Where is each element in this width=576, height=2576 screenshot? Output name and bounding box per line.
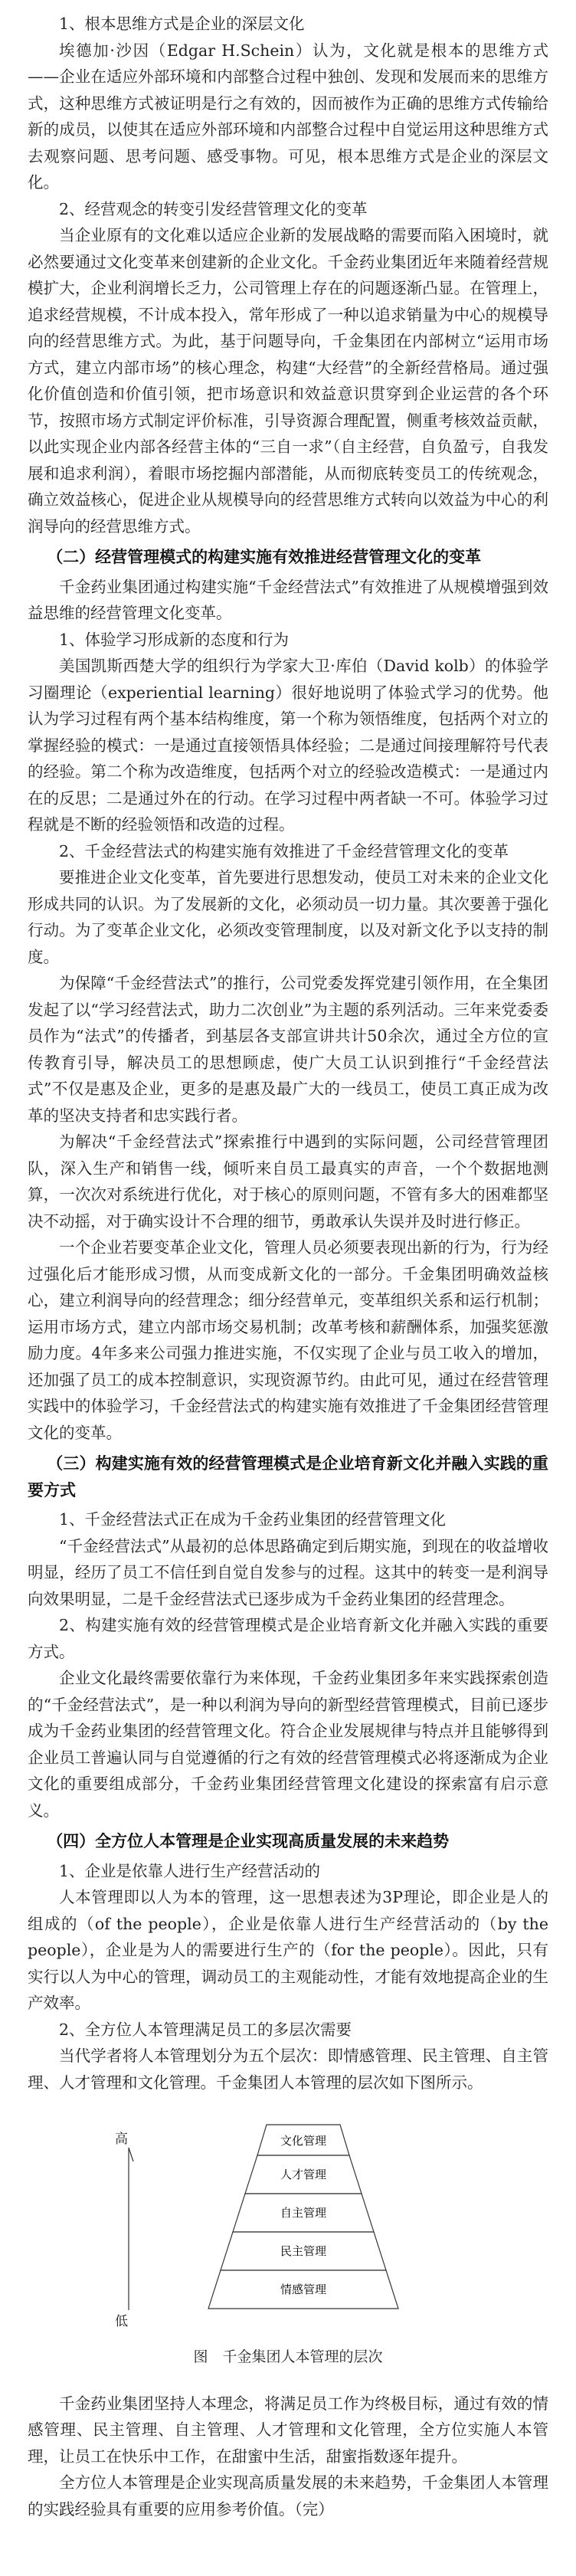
paragraph: 企业文化最终需要依靠行为来体现，千金药业集团多年来实践探索创造的“千金经营法式”，是一种以利润为导向的新型经营管理模式，目前已逐步成为千金药业集团的经营管理文化。符合企业发展规律与特点并且能够得到企业员工普遍认同与自觉遵循的行之有效的经营管理模式必将逐渐成为企业文化的重要组成部分，千金药业集团经营管理文化建设的探索富有启示意义。 [28, 1669, 548, 1820]
item-title: 2、构建实施有效的经营管理模式是企业培育新文化并融入实践的重要方式。 [28, 1616, 548, 1661]
item-title: 2、经营观念的转变引发经营管理文化的变革 [59, 199, 368, 218]
pyramid-tier [208, 2270, 398, 2309]
axis-low-label: 低 [115, 2314, 128, 2329]
paragraph: 为保障“千金经营法式”的推行，公司党委发挥党建引领作用，在全集团发起了以“学习经营法式，助力二次创业”为主题的系列活动。三年来党委委员作为“法式”的传播者，到基层各支部宣讲共计50余次，通过全方位的宣传教育引导，解决员工的思想顾虑，使广大员工认识到推行“千金经营法式”不仅是惠及企业，更多的是惠及最广大的一线员工，使员工真正成为改革的坚决支持者和忠实践行者。 [28, 974, 548, 1125]
paragraph: 当企业原有的文化难以适应企业新的发展战略的需要而陷入困境时，就必然要通过文化变革来创建新的企业文化。千金药业集团近年来随着经营规模扩大，企业利润增长乏力，公司管理上存在的问题逐渐凸显。在管理上，追求经营规模，不计成本投入，常年形成了一种以追求销量为中心的规模导向的经营思维方式。为此，基于问题导向，千金集团在内部树立“运用市场方式，建立内部市场”的核心理念，构建“大经营”的全新经营格局。通过强化价值创造和价值引领，把市场意识和效益意识贯穿到企业运营的各个环节，按照市场方式制定评价标准，引导资源合理配置，侧重考核效益贡献，以此实现企业内部各经营主体的“三自一求”（自主经营，自负盈亏，自我发展和追求利润），着眼市场挖掘内部潜能，从而彻底转变员工的传统观念，确立效益核心，促进企业从规模导向的经营思维方式转向以效益为中心的利润导向的经营思维方式。 [28, 226, 548, 536]
pyramid-tier [257, 2125, 349, 2155]
axis-arrow [129, 2148, 133, 2161]
paragraph: 埃德加·沙因（Edgar H.Schein）认为，文化就是根本的思维方式——企业在适应外部环境和内部整合过程中独创、发现和发展而来的思维方式，这种思维方式被证明是行之有效的，因而被作为正确的思维方式传输给新的成员，以使其在适应外部环境和内部整合过程中自觉运用这种思维方式去观察问题、思考问题、感受事物。可见，根本思维方式是企业的深层文化。 [28, 41, 548, 192]
axis-high-label: 高 [115, 2132, 128, 2147]
tier-label: 民主管理 [280, 2244, 327, 2258]
item-title: 1、根本思维方式是企业的深层文化 [59, 15, 305, 33]
paragraph: 美国凯斯西楚大学的组织行为学家大卫·库伯（David kolb）的体验学习圈理论（experiential learning）很好地说明了体验式学习的优势。他认为学习过程有两个基本结构维度，第一个称为领悟维度，包括两个对立的掌握经验的模式：一是通过直接领悟具体经验；二是通过间接理解符号代表的经验。第二个称为改造维度，包括两个对立的经验改造模式：一是通过内在的反思；二是通过外在的行动。在学习过程中两者缺一不可。体验学习过程就是不断的经验领悟和改造的过程。 [28, 657, 548, 834]
item-title: 1、体验学习形成新的态度和行为 [59, 630, 290, 649]
item-title: 1、企业是依靠人进行生产经营活动的 [59, 1861, 321, 1880]
tier-label: 文化管理 [280, 2134, 327, 2148]
paragraph: “千金经营法式”从最初的总体思路确定到后期实施，到现在的收益增收明显，经历了员工不信任到自觉自发参与的过程。这其中的转变一是利润导向效果明显，二是千金经营法式已逐步成为千金药业集团的经营理念。 [28, 1536, 548, 1608]
paragraph: 为解决“千金经营法式”探索推行中遇到的实际问题，公司经营管理团队，深入生产和销售一线，倾听来自员工最真实的声音，一个个数据地测算，一次次对系统进行优化，对于核心的原则问题，不管有多大的困难都坚决不动摇，对于确实设计不合理的细节，勇敢承认失误并及时进行修正。 [28, 1132, 548, 1231]
section-heading: （三）构建实施有效的经营管理模式是企业培育新文化并融入实践的重要方式 [28, 1454, 548, 1499]
paragraph: 要推进企业文化变革，首先要进行思想发动，使员工对未来的企业文化形成共同的认识。为了发展新的文化，必须动员一切力量。其次要善于强化行动。为了变革企业文化，必须改变管理制度，以及对新文化予以支持的制度。 [28, 868, 548, 966]
management-pyramid [74, 2108, 502, 2330]
paragraph: 人本管理即以人为本的管理，这一思想表述为3P理论，即企业是人的组成的（of the people），企业是依靠人进行生产经营活动的（by the people），企业是为人的需要进行生产的（for the people）。因此，只有实行以人为中心的管理，调动员工的主观能动性，才能有效地提高企业的生产效率。 [28, 1888, 548, 2012]
tier-label: 人才管理 [280, 2168, 327, 2181]
item-title: 1、千金经营法式正在成为千金药业集团的经营管理文化 [59, 1510, 447, 1529]
paragraph: 当代学者将人本管理划分为五个层次：即情感管理、民主管理、自主管理、人才管理和文化管理。千金集团人本管理的层次如下图所示。 [28, 2047, 548, 2092]
paragraph: 千金药业集团通过构建实施“千金经营法式”有效推进了从规模增强到效益思维的经营管理文化变革。 [28, 577, 548, 622]
item-title: 2、全方位人本管理满足员工的多层次需要 [59, 2020, 352, 2039]
pyramid-tier [221, 2232, 386, 2270]
section-heading: （四）全方位人本管理是企业实现高质量发展的未来趋势 [47, 1832, 450, 1850]
pyramid-tier [233, 2194, 374, 2232]
pyramid-tier [245, 2155, 362, 2194]
tier-label: 自主管理 [280, 2206, 327, 2220]
paragraph: 一个企业若要变革企业文化，管理人员必须要表现出新的行为，行为经过强化后才能形成习惯，从而变成新文化的一部分。千金集团明确效益核心，建立利润导向的经营理念；细分经营单元，变革组织关系和运行机制；运用市场方式，建立内部市场交易机制；改革考核和薪酬体系，加强奖惩激励力度。4年多来公司强力推进实施，不仅实现了企业与员工收入的增加，还加强了员工的成本控制意识，实现资源节约。由此可见，通过在经营管理实践中的体验学习，千金经营法式的构建实施有效推进了千金集团经营管理文化的变革。 [28, 1238, 548, 1442]
paragraph: 千金药业集团坚持人本理念，将满足员工作为终极目标，通过有效的情感管理、民主管理、自主管理、人才管理和文化管理，全方位实施人本管理，让员工在快乐中工作，在甜蜜中生活，甜蜜指数逐年提升。 [28, 2394, 548, 2466]
pyramid-figure [28, 2108, 548, 2330]
paragraph: 全方位人本管理是企业实现高质量发展的未来趋势，千金集团人本管理的实践经验具有重要的应用参考价值。（完） [28, 2473, 548, 2519]
figure-caption: 图 千金集团人本管理的层次 [193, 2348, 383, 2365]
tier-label: 情感管理 [280, 2283, 327, 2296]
item-title: 2、千金经营法式的构建实施有效推进了千金经营管理文化的变革 [59, 841, 509, 860]
section-heading: （二）经营管理模式的构建实施有效推进经营管理文化的变革 [47, 548, 482, 566]
